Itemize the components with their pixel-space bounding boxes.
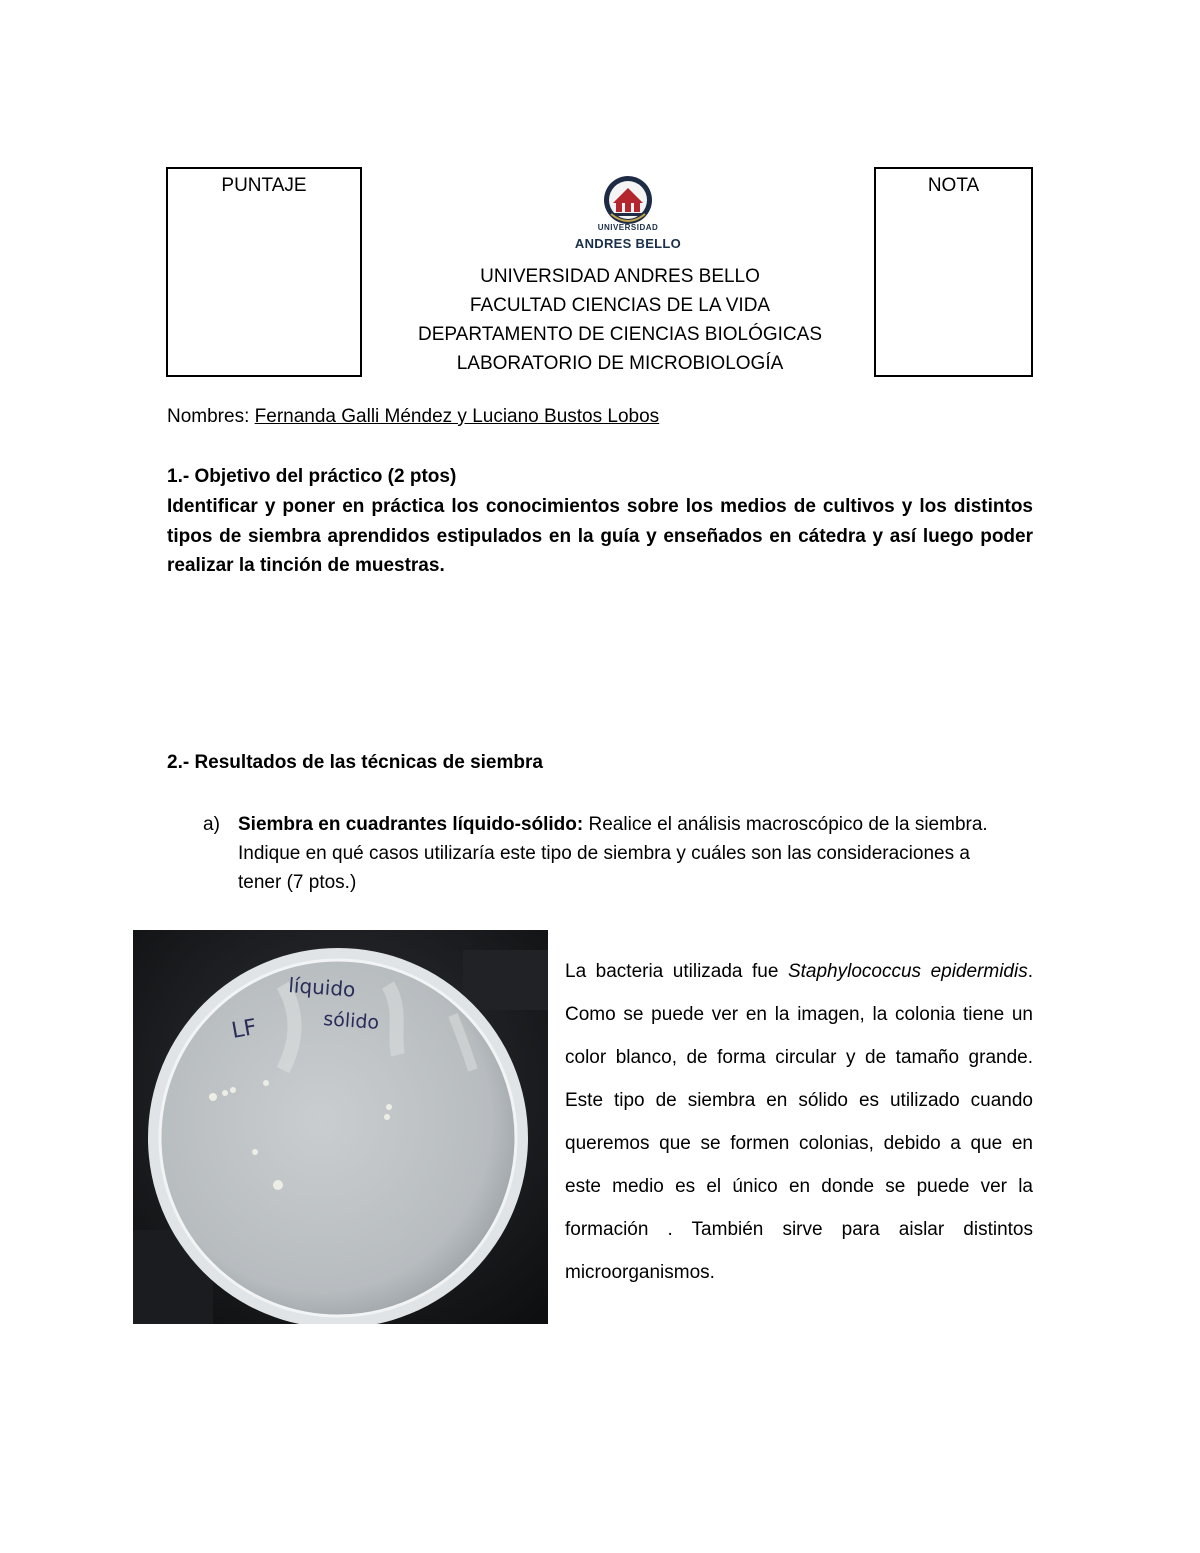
institution-header (390, 262, 850, 378)
header-university: UNIVERSIDAD ANDRES BELLO (480, 266, 760, 287)
item-body (238, 810, 998, 897)
score-box (166, 167, 362, 377)
logo-wordmark-top: UNIVERSIDAD (597, 223, 659, 232)
results-text-part2: . Como se puede ver en la imagen, la colonia tiene un color blanco, de forma circular y de tamaño grande. Este tipo de siembra en sólido es utilizado cuando queremos que se formen colonias, debido a que en este medio es el único en donde se puede ver la formación . También sirve para aislar distintos microorganismos. (565, 961, 1034, 1283)
names-label: Nombres: (167, 406, 250, 427)
grade-box (874, 167, 1033, 377)
photo-label-lf: LF (229, 1014, 259, 1044)
petri-dish-photo (133, 930, 548, 1324)
photo-label-solid: sólido (322, 1008, 380, 1034)
header-department: DEPARTAMENTO DE CIENCIAS BIOLÓGICAS (417, 324, 822, 345)
logo-wordmark-bottom: ANDRES BELLO (574, 236, 682, 251)
item-prompt: Realice el análisis macroscópico de la siembra. Indique en qué casos utilizaría este tipo de siembra y cuáles son las consideraciones a tener (7 ptos.) (238, 814, 988, 893)
objective-heading: 1.- Objetivo del práctico (2 ptos) (167, 466, 457, 487)
names-value: Fernanda Galli Méndez y Luciano Bustos Lobos (254, 406, 660, 427)
results-description (565, 950, 1033, 1294)
objective-text: Identificar y poner en práctica los conocimientos sobre los medios de cultivos y los distintos tipos de siembra aprendidos estipulados en la guía y enseñados en cátedra y así luego poder realizar la tinción de muestras. (167, 496, 1033, 576)
grade-box-label: NOTA (927, 175, 980, 196)
score-box-label: PUNTAJE (221, 175, 307, 196)
header-faculty: FACULTAD CIENCIAS DE LA VIDA (469, 295, 771, 316)
results-species: Staphylococcus epidermidis (787, 961, 1028, 982)
photo-label-liquid: líquido (287, 973, 357, 1002)
item-marker: a) (203, 814, 220, 835)
results-heading: 2.- Resultados de las técnicas de siembra (167, 752, 543, 773)
header-laboratory: LABORATORIO DE MICROBIOLOGÍA (456, 353, 784, 374)
results-text-part1: La bacteria utilizada fue (565, 961, 788, 982)
names-line (167, 406, 659, 428)
item-title: Siembra en cuadrantes líquido-sólido: (238, 814, 584, 835)
